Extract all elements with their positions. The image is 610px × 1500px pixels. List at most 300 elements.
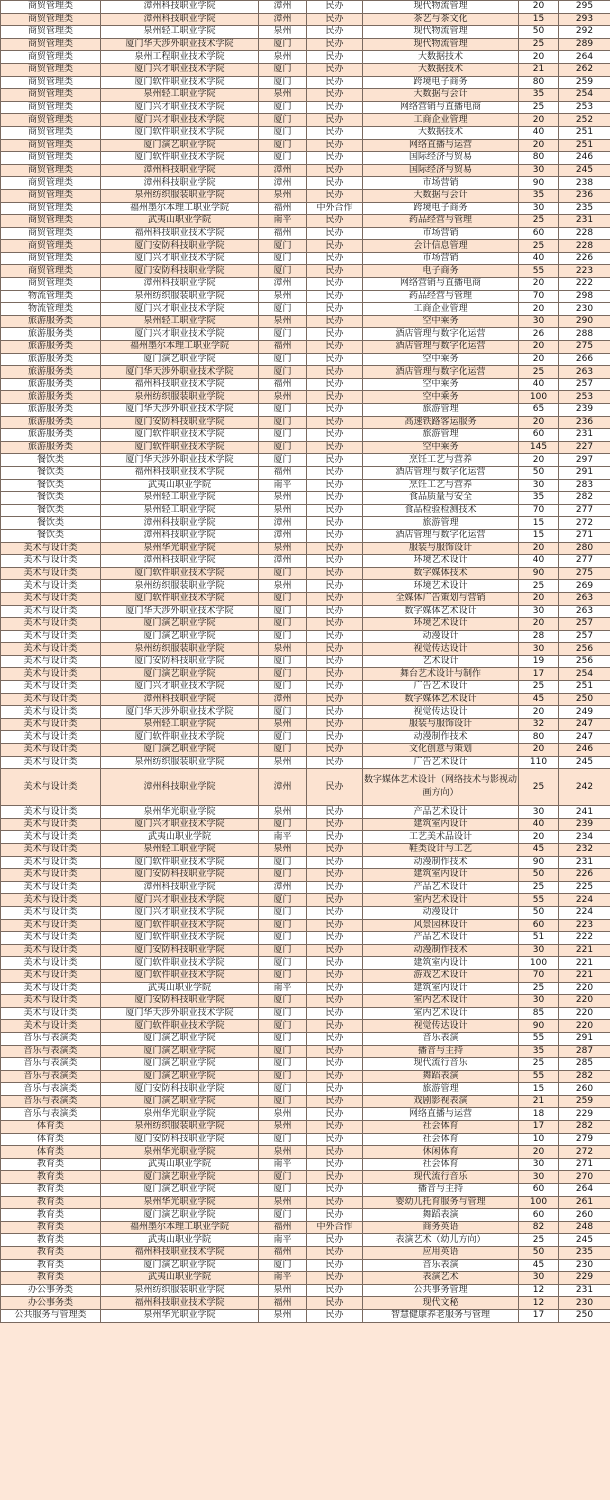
score-cell: 263 (559, 592, 610, 605)
category-cell: 音乐与表演类 (1, 1083, 101, 1096)
major-cell: 会计信息管理 (363, 240, 519, 253)
quota-cell: 20 (519, 51, 559, 64)
ownership-cell: 民办 (307, 303, 363, 316)
quota-cell: 30 (519, 479, 559, 492)
category-cell: 美术与设计类 (1, 957, 101, 970)
school-cell: 漳州科技职业学院 (101, 693, 259, 706)
table-row (1, 567, 610, 580)
major-cell: 播音与主持 (363, 1184, 519, 1197)
table-row (1, 126, 610, 139)
category-cell: 音乐与表演类 (1, 1045, 101, 1058)
category-cell: 美术与设计类 (1, 1020, 101, 1033)
quota-cell: 60 (519, 1209, 559, 1222)
quota-cell: 90 (519, 567, 559, 580)
city-cell: 福州 (259, 1247, 307, 1260)
quota-cell: 60 (519, 919, 559, 932)
major-cell: 应用英语 (363, 1247, 519, 1260)
major-cell: 酒店管理与数字化运营 (363, 328, 519, 341)
major-cell: 空中乘务 (363, 353, 519, 366)
major-cell: 环境艺术设计 (363, 555, 519, 568)
ownership-cell: 民办 (307, 466, 363, 479)
city-cell: 泉州 (259, 1196, 307, 1209)
table-row (1, 202, 610, 215)
score-cell: 228 (559, 240, 610, 253)
score-cell: 236 (559, 416, 610, 429)
table-row (1, 919, 610, 932)
ownership-cell: 民办 (307, 567, 363, 580)
ownership-cell: 民办 (307, 693, 363, 706)
school-cell: 厦门演艺职业学院 (101, 1171, 259, 1184)
school-cell: 泉州轻工职业学院 (101, 718, 259, 731)
table-row (1, 1007, 610, 1020)
quota-cell: 25 (519, 580, 559, 593)
table-row (1, 1133, 610, 1146)
major-cell: 市场营销 (363, 177, 519, 190)
quota-cell: 25 (519, 769, 559, 806)
ownership-cell: 民办 (307, 328, 363, 341)
score-cell: 293 (559, 13, 610, 26)
major-cell: 公共事务管理 (363, 1284, 519, 1297)
table-row (1, 1259, 610, 1272)
category-cell: 商贸管理类 (1, 13, 101, 26)
quota-cell: 45 (519, 1259, 559, 1272)
table-row (1, 76, 610, 89)
score-cell: 239 (559, 404, 610, 417)
city-cell: 泉州 (259, 1108, 307, 1121)
quota-cell: 50 (519, 906, 559, 919)
table-row (1, 391, 610, 404)
quota-cell: 30 (519, 315, 559, 328)
ownership-cell: 民办 (307, 38, 363, 51)
table-row (1, 1171, 610, 1184)
score-cell: 231 (559, 215, 610, 228)
score-cell: 220 (559, 1020, 610, 1033)
ownership-cell: 民办 (307, 1133, 363, 1146)
table-row (1, 38, 610, 51)
ownership-cell: 民办 (307, 278, 363, 291)
major-cell: 空中乘务 (363, 315, 519, 328)
ownership-cell: 民办 (307, 1007, 363, 1020)
major-cell: 工商企业管理 (363, 303, 519, 316)
category-cell: 商贸管理类 (1, 240, 101, 253)
ownership-cell: 民办 (307, 1108, 363, 1121)
quota-cell: 15 (519, 517, 559, 530)
category-cell: 餐饮类 (1, 529, 101, 542)
major-cell: 动漫制作技术 (363, 944, 519, 957)
score-cell: 291 (559, 466, 610, 479)
city-cell: 厦门 (259, 404, 307, 417)
score-cell: 221 (559, 969, 610, 982)
score-cell: 292 (559, 26, 610, 39)
major-cell: 环境艺术设计 (363, 580, 519, 593)
city-cell: 泉州 (259, 643, 307, 656)
city-cell: 厦门 (259, 894, 307, 907)
school-cell: 泉州华光职业学院 (101, 1108, 259, 1121)
table-row (1, 542, 610, 555)
table-row (1, 529, 610, 542)
quota-cell: 40 (519, 555, 559, 568)
category-cell: 商贸管理类 (1, 101, 101, 114)
school-cell: 厦门演艺职业学院 (101, 1209, 259, 1222)
score-cell: 226 (559, 252, 610, 265)
major-cell: 产品艺术设计 (363, 806, 519, 819)
major-cell: 婴幼儿托育服务与管理 (363, 1196, 519, 1209)
major-cell: 空中乘务 (363, 441, 519, 454)
ownership-cell: 民办 (307, 315, 363, 328)
school-cell: 漳州科技职业学院 (101, 769, 259, 806)
table-row (1, 818, 610, 831)
score-cell: 256 (559, 655, 610, 668)
quota-cell: 20 (519, 542, 559, 555)
category-cell: 商贸管理类 (1, 139, 101, 152)
table-row (1, 89, 610, 102)
category-cell: 美术与设计类 (1, 969, 101, 982)
major-cell: 服装与服饰设计 (363, 718, 519, 731)
quota-cell: 12 (519, 1297, 559, 1310)
category-cell: 美术与设计类 (1, 856, 101, 869)
ownership-cell: 民办 (307, 164, 363, 177)
score-cell: 257 (559, 618, 610, 631)
category-cell: 美术与设计类 (1, 655, 101, 668)
ownership-cell: 民办 (307, 643, 363, 656)
table-row (1, 1058, 610, 1071)
quota-cell: 20 (519, 114, 559, 127)
category-cell: 体育类 (1, 1121, 101, 1134)
score-cell: 254 (559, 668, 610, 681)
quota-cell: 35 (519, 492, 559, 505)
city-cell: 厦门 (259, 618, 307, 631)
quota-cell: 20 (519, 454, 559, 467)
ownership-cell: 中外合作 (307, 202, 363, 215)
school-cell: 厦门软件职业技术学院 (101, 957, 259, 970)
city-cell: 福州 (259, 1221, 307, 1234)
category-cell: 餐饮类 (1, 466, 101, 479)
city-cell: 泉州 (259, 492, 307, 505)
ownership-cell: 民办 (307, 1171, 363, 1184)
quota-cell: 20 (519, 278, 559, 291)
quota-cell: 45 (519, 844, 559, 857)
table-row (1, 328, 610, 341)
school-cell: 泉州纺织服装职业学院 (101, 290, 259, 303)
score-cell: 282 (559, 1070, 610, 1083)
score-cell: 224 (559, 906, 610, 919)
school-cell: 泉州华光职业学院 (101, 542, 259, 555)
ownership-cell: 民办 (307, 580, 363, 593)
ownership-cell: 民办 (307, 919, 363, 932)
category-cell: 教育类 (1, 1272, 101, 1285)
score-cell: 295 (559, 1, 610, 14)
school-cell: 武夷山职业学院 (101, 831, 259, 844)
score-cell: 220 (559, 995, 610, 1008)
quota-cell: 80 (519, 76, 559, 89)
school-cell: 漳州科技职业学院 (101, 1, 259, 14)
table-row (1, 831, 610, 844)
quota-cell: 30 (519, 806, 559, 819)
category-cell: 旅游服务类 (1, 378, 101, 391)
quota-cell: 25 (519, 881, 559, 894)
ownership-cell: 民办 (307, 630, 363, 643)
ownership-cell: 民办 (307, 1234, 363, 1247)
table-body (1, 1, 610, 1323)
city-cell: 厦门 (259, 303, 307, 316)
category-cell: 体育类 (1, 1146, 101, 1159)
school-cell: 福州墨尔本理工职业学院 (101, 1221, 259, 1234)
table-row (1, 1221, 610, 1234)
ownership-cell: 民办 (307, 592, 363, 605)
ownership-cell: 民办 (307, 227, 363, 240)
major-cell: 社会体育 (363, 1158, 519, 1171)
category-cell: 旅游服务类 (1, 315, 101, 328)
quota-cell: 80 (519, 152, 559, 165)
quota-cell: 85 (519, 1007, 559, 1020)
category-cell: 餐饮类 (1, 517, 101, 530)
school-cell: 厦门华天涉外职业技术学院 (101, 366, 259, 379)
score-cell: 228 (559, 227, 610, 240)
score-cell: 288 (559, 328, 610, 341)
school-cell: 厦门软件职业技术学院 (101, 731, 259, 744)
table-row (1, 605, 610, 618)
quota-cell: 30 (519, 643, 559, 656)
table-row (1, 227, 610, 240)
ownership-cell: 民办 (307, 152, 363, 165)
score-cell: 224 (559, 894, 610, 907)
score-cell: 261 (559, 1196, 610, 1209)
city-cell: 漳州 (259, 529, 307, 542)
school-cell: 漳州科技职业学院 (101, 881, 259, 894)
ownership-cell: 民办 (307, 441, 363, 454)
category-cell: 教育类 (1, 1259, 101, 1272)
category-cell: 美术与设计类 (1, 944, 101, 957)
school-cell: 厦门兴才职业技术学院 (101, 101, 259, 114)
score-cell: 231 (559, 429, 610, 442)
ownership-cell: 民办 (307, 1, 363, 14)
city-cell: 厦门 (259, 919, 307, 932)
quota-cell: 55 (519, 1032, 559, 1045)
major-cell: 数字媒体技术 (363, 567, 519, 580)
score-cell: 229 (559, 1108, 610, 1121)
major-cell: 动漫设计 (363, 630, 519, 643)
table-row (1, 881, 610, 894)
table-row (1, 555, 610, 568)
table-row (1, 944, 610, 957)
table-row (1, 844, 610, 857)
school-cell: 厦门软件职业技术学院 (101, 1020, 259, 1033)
major-cell: 室内艺术设计 (363, 1007, 519, 1020)
table-row (1, 479, 610, 492)
city-cell: 厦门 (259, 567, 307, 580)
quota-cell: 20 (519, 831, 559, 844)
major-cell: 食品检验检测技术 (363, 504, 519, 517)
quota-cell: 21 (519, 63, 559, 76)
city-cell: 厦门 (259, 957, 307, 970)
school-cell: 厦门华天涉外职业技术学院 (101, 38, 259, 51)
city-cell: 福州 (259, 202, 307, 215)
major-cell: 服装与服饰设计 (363, 542, 519, 555)
category-cell: 美术与设计类 (1, 542, 101, 555)
score-cell: 253 (559, 101, 610, 114)
score-cell: 252 (559, 114, 610, 127)
quota-cell: 70 (519, 969, 559, 982)
score-cell: 251 (559, 681, 610, 694)
school-cell: 厦门软件职业技术学院 (101, 76, 259, 89)
school-cell: 厦门兴才职业技术学院 (101, 303, 259, 316)
category-cell: 餐饮类 (1, 479, 101, 492)
major-cell: 现代流行音乐 (363, 1058, 519, 1071)
city-cell: 厦门 (259, 265, 307, 278)
table-row (1, 114, 610, 127)
ownership-cell: 民办 (307, 240, 363, 253)
school-cell: 厦门安防科技职业学院 (101, 1083, 259, 1096)
school-cell: 厦门安防科技职业学院 (101, 944, 259, 957)
city-cell: 泉州 (259, 806, 307, 819)
quota-cell: 15 (519, 1083, 559, 1096)
city-cell: 泉州 (259, 542, 307, 555)
table-row (1, 668, 610, 681)
city-cell: 厦门 (259, 240, 307, 253)
score-cell: 269 (559, 580, 610, 593)
category-cell: 美术与设计类 (1, 618, 101, 631)
ownership-cell: 民办 (307, 252, 363, 265)
major-cell: 跨境电子商务 (363, 202, 519, 215)
table-row (1, 265, 610, 278)
table-row (1, 655, 610, 668)
ownership-cell: 民办 (307, 139, 363, 152)
ownership-cell: 中外合作 (307, 1221, 363, 1234)
major-cell: 全媒体广告策划与营销 (363, 592, 519, 605)
quota-cell: 90 (519, 177, 559, 190)
table-row (1, 969, 610, 982)
score-cell: 285 (559, 1058, 610, 1071)
category-cell: 商贸管理类 (1, 63, 101, 76)
school-cell: 厦门软件职业技术学院 (101, 969, 259, 982)
quota-cell: 82 (519, 1221, 559, 1234)
school-cell: 厦门安防科技职业学院 (101, 265, 259, 278)
city-cell: 厦门 (259, 38, 307, 51)
table-row (1, 278, 610, 291)
score-cell: 260 (559, 1083, 610, 1096)
school-cell: 泉州纺织服装职业学院 (101, 580, 259, 593)
table-row (1, 504, 610, 517)
category-cell: 美术与设计类 (1, 718, 101, 731)
quota-cell: 17 (519, 1121, 559, 1134)
school-cell: 武夷山职业学院 (101, 1234, 259, 1247)
major-cell: 烹饪工艺与营养 (363, 454, 519, 467)
ownership-cell: 民办 (307, 101, 363, 114)
school-cell: 厦门兴才职业技术学院 (101, 63, 259, 76)
ownership-cell: 民办 (307, 618, 363, 631)
major-cell: 广告艺术设计 (363, 756, 519, 769)
major-cell: 空中乘务 (363, 391, 519, 404)
ownership-cell: 民办 (307, 605, 363, 618)
score-cell: 259 (559, 1095, 610, 1108)
city-cell: 泉州 (259, 89, 307, 102)
category-cell: 美术与设计类 (1, 919, 101, 932)
ownership-cell: 民办 (307, 1058, 363, 1071)
city-cell: 厦门 (259, 1045, 307, 1058)
ownership-cell: 民办 (307, 454, 363, 467)
table-row (1, 26, 610, 39)
school-cell: 厦门安防科技职业学院 (101, 995, 259, 1008)
category-cell: 教育类 (1, 1234, 101, 1247)
score-cell: 290 (559, 315, 610, 328)
score-cell: 264 (559, 1184, 610, 1197)
table-row (1, 416, 610, 429)
table-row (1, 1196, 610, 1209)
school-cell: 厦门软件职业技术学院 (101, 429, 259, 442)
ownership-cell: 民办 (307, 1209, 363, 1222)
major-cell: 工商企业管理 (363, 114, 519, 127)
school-cell: 福州科技职业技术学院 (101, 227, 259, 240)
table-row (1, 769, 610, 806)
table-row (1, 164, 610, 177)
city-cell: 厦门 (259, 668, 307, 681)
school-cell: 武夷山职业学院 (101, 982, 259, 995)
major-cell: 大数据与会计 (363, 189, 519, 202)
score-cell: 250 (559, 693, 610, 706)
school-cell: 泉州轻工职业学院 (101, 89, 259, 102)
quota-cell: 35 (519, 189, 559, 202)
category-cell: 商贸管理类 (1, 1, 101, 14)
city-cell: 厦门 (259, 932, 307, 945)
score-cell: 283 (559, 479, 610, 492)
quota-cell: 30 (519, 202, 559, 215)
table-row (1, 906, 610, 919)
category-cell: 音乐与表演类 (1, 1058, 101, 1071)
quota-cell: 32 (519, 718, 559, 731)
table-row (1, 1095, 610, 1108)
ownership-cell: 民办 (307, 831, 363, 844)
ownership-cell: 民办 (307, 1095, 363, 1108)
score-cell: 245 (559, 164, 610, 177)
city-cell: 泉州 (259, 51, 307, 64)
major-cell: 数字媒体艺术设计（网络技术与影视动画方向） (363, 769, 519, 806)
city-cell: 厦门 (259, 139, 307, 152)
table-row (1, 177, 610, 190)
table-row (1, 869, 610, 882)
major-cell: 表演艺术 (363, 1272, 519, 1285)
ownership-cell: 民办 (307, 881, 363, 894)
city-cell: 厦门 (259, 906, 307, 919)
ownership-cell: 民办 (307, 806, 363, 819)
major-cell: 大数据技术 (363, 63, 519, 76)
category-cell: 商贸管理类 (1, 126, 101, 139)
quota-cell: 90 (519, 856, 559, 869)
ownership-cell: 民办 (307, 844, 363, 857)
category-cell: 旅游服务类 (1, 404, 101, 417)
quota-cell: 30 (519, 995, 559, 1008)
table-row (1, 215, 610, 228)
quota-cell: 50 (519, 869, 559, 882)
table-row (1, 303, 610, 316)
score-cell: 241 (559, 806, 610, 819)
category-cell: 旅游服务类 (1, 416, 101, 429)
score-cell: 260 (559, 1209, 610, 1222)
ownership-cell: 民办 (307, 718, 363, 731)
score-cell: 262 (559, 63, 610, 76)
quota-cell: 40 (519, 818, 559, 831)
major-cell: 产品艺术设计 (363, 932, 519, 945)
table-row (1, 592, 610, 605)
ownership-cell: 民办 (307, 353, 363, 366)
table-row (1, 1032, 610, 1045)
score-cell: 298 (559, 290, 610, 303)
city-cell: 厦门 (259, 76, 307, 89)
city-cell: 泉州 (259, 391, 307, 404)
table-row (1, 492, 610, 505)
category-cell: 商贸管理类 (1, 265, 101, 278)
quota-cell: 40 (519, 378, 559, 391)
ownership-cell: 民办 (307, 341, 363, 354)
